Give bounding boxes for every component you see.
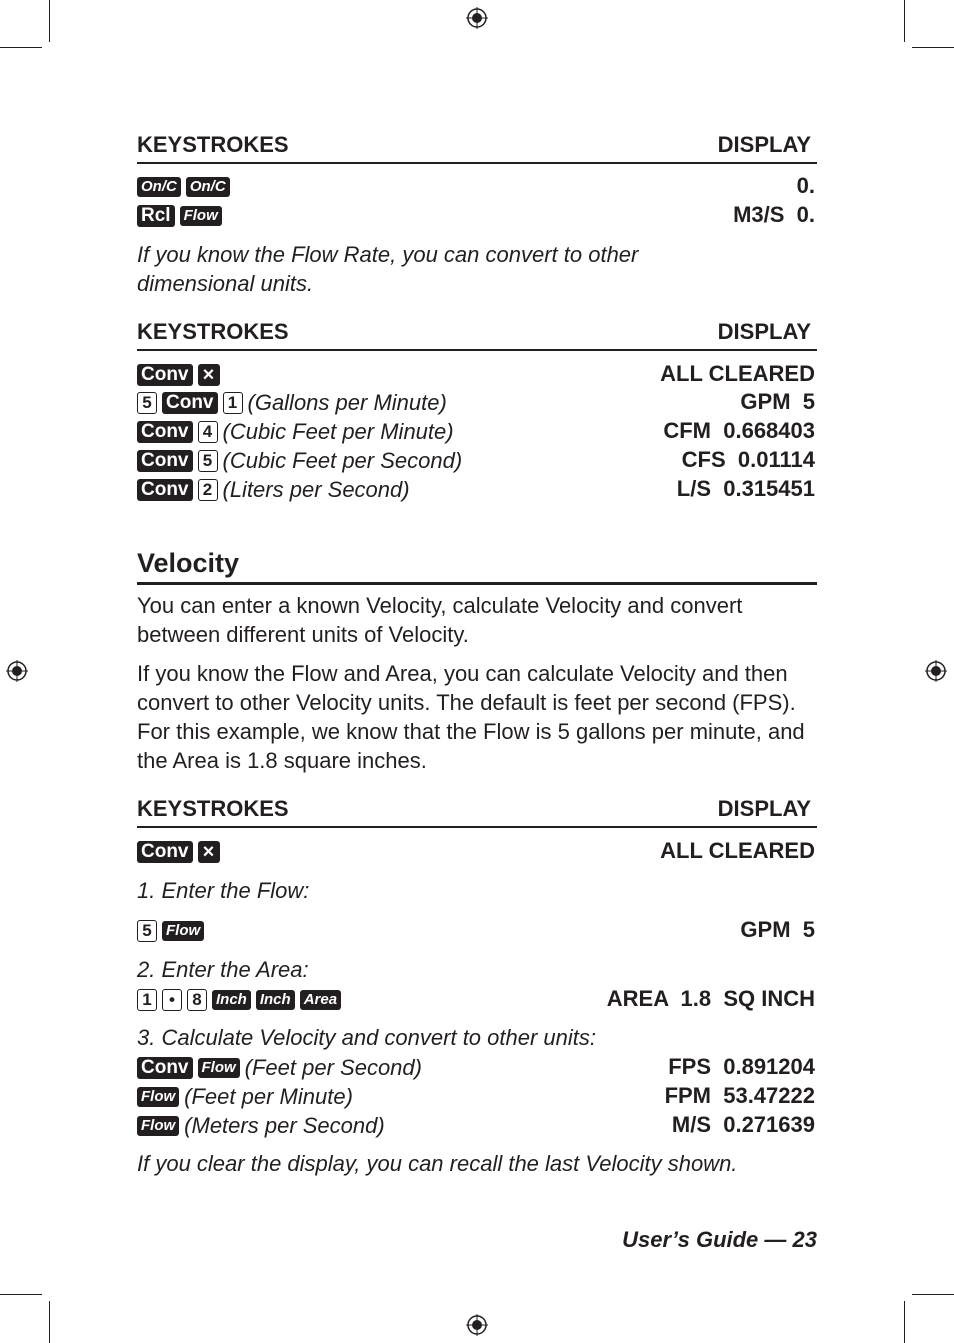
unit-note: (Liters per Second): [222, 476, 410, 502]
crop-mark-icon: [49, 0, 50, 42]
conv-key: Conv: [137, 1057, 193, 1079]
digit-key: 5: [137, 920, 157, 942]
conv-key: Conv: [137, 364, 193, 386]
conv-key: Conv: [137, 841, 193, 863]
digit-key: 5: [137, 392, 157, 414]
display-value: GPM 5: [740, 917, 815, 942]
conv-key: Conv: [137, 421, 193, 443]
unit-note: (Feet per Minute): [184, 1083, 353, 1109]
decimal-key: •: [162, 989, 182, 1011]
registration-mark-icon: [925, 660, 947, 682]
display-value: L/S 0.315451: [676, 476, 815, 501]
digit-key: 1: [137, 989, 157, 1011]
registration-mark-icon: [466, 7, 488, 29]
onc-key: On/C: [137, 177, 181, 197]
crop-mark-icon: [912, 47, 954, 48]
keystroke-row: [137, 201, 817, 230]
keystroke-row: [137, 388, 817, 417]
keystroke-row: [137, 985, 817, 1014]
keystroke-row: [137, 1111, 817, 1140]
rcl-key: Rcl: [137, 205, 175, 227]
crop-mark-icon: [904, 1301, 905, 1343]
crop-mark-icon: [49, 1301, 50, 1343]
keystrokes-label: KEYSTROKES: [137, 319, 289, 344]
keystrokes-header: [137, 132, 817, 164]
crop-mark-icon: [0, 47, 42, 48]
flow-key: Flow: [137, 1116, 179, 1136]
clear-x-key: ×: [198, 841, 220, 863]
crop-mark-icon: [912, 1294, 954, 1295]
keystrokes-header: [137, 796, 817, 828]
unit-note: (Cubic Feet per Second): [222, 447, 463, 473]
display-value: ALL CLEARED: [660, 838, 815, 863]
conv-key: Conv: [137, 479, 193, 501]
display-value: M3/S 0.: [733, 202, 815, 227]
digit-key: 8: [187, 989, 207, 1011]
keystroke-row: [137, 475, 817, 504]
display-label: DISPLAY: [717, 796, 811, 821]
unit-note: (Feet per Second): [244, 1054, 422, 1080]
flow-key: Flow: [180, 206, 222, 226]
conv-key: Conv: [137, 450, 193, 472]
keystroke-row: [137, 446, 817, 475]
keystroke-row: [137, 837, 817, 866]
flow-key: Flow: [137, 1087, 179, 1107]
flow-key: Flow: [162, 921, 204, 941]
display-value: CFS 0.01114: [681, 447, 815, 472]
paragraph: You can enter a known Velocity, calculate Velocity and convert between different units of Velocity.: [137, 593, 743, 647]
keystroke-row: [137, 916, 817, 945]
keystrokes-label: KEYSTROKES: [137, 796, 289, 821]
step-label: 1. Enter the Flow:: [137, 878, 310, 903]
registration-mark-icon: [466, 1314, 488, 1336]
keystroke-row: [137, 360, 817, 389]
display-value: 0.: [796, 173, 815, 198]
digit-key: 5: [198, 450, 218, 472]
display-value: AREA 1.8 SQ INCH: [606, 986, 815, 1011]
crop-mark-icon: [904, 0, 905, 42]
unit-note: (Gallons per Minute): [247, 389, 447, 415]
clear-x-key: ×: [198, 364, 220, 386]
display-label: DISPLAY: [717, 319, 811, 344]
unit-note: (Meters per Second): [184, 1112, 385, 1138]
conv-key: Conv: [162, 392, 218, 414]
digit-key: 4: [198, 421, 218, 443]
digit-key: 2: [198, 479, 218, 501]
page-footer: User’s Guide — 23: [622, 1227, 817, 1252]
unit-note: (Cubic Feet per Minute): [222, 418, 454, 444]
section-title: Velocity: [137, 548, 817, 585]
closing-note: If you clear the display, you can recall the last Velocity shown.: [137, 1151, 738, 1176]
step-label: 3. Calculate Velocity and convert to other units:: [137, 1025, 596, 1050]
display-value: FPM 53.47222: [664, 1083, 815, 1108]
keystroke-row: [137, 1053, 817, 1082]
paragraph: If you know the Flow Rate, you can convert to other dimensional units.: [137, 242, 639, 296]
keystroke-row: [137, 417, 817, 446]
onc-key: On/C: [186, 177, 230, 197]
display-value: CFM 0.668403: [663, 418, 815, 443]
paragraph: If you know the Flow and Area, you can calculate Velocity and then convert to other Velocity units. The default is feet per second (FPS). For this example, we know that the Flow is 5 gallons per minute, and the Area is 1.8 square inches.: [137, 661, 805, 773]
flow-key: Flow: [198, 1058, 240, 1078]
step-label: 2. Enter the Area:: [137, 957, 309, 982]
keystroke-row: [137, 1082, 817, 1111]
display-value: M/S 0.271639: [671, 1112, 815, 1137]
digit-key: 1: [223, 392, 243, 414]
registration-mark-icon: [6, 660, 28, 682]
inch-key: Inch: [256, 990, 295, 1010]
display-value: ALL CLEARED: [660, 361, 815, 386]
inch-key: Inch: [212, 990, 251, 1010]
display-value: FPS 0.891204: [668, 1054, 815, 1079]
keystroke-row: [137, 172, 817, 201]
display-label: DISPLAY: [717, 132, 811, 157]
keystrokes-label: KEYSTROKES: [137, 132, 289, 157]
crop-mark-icon: [0, 1294, 42, 1295]
keystrokes-header: [137, 319, 817, 351]
area-key: Area: [300, 990, 341, 1010]
display-value: GPM 5: [740, 389, 815, 414]
